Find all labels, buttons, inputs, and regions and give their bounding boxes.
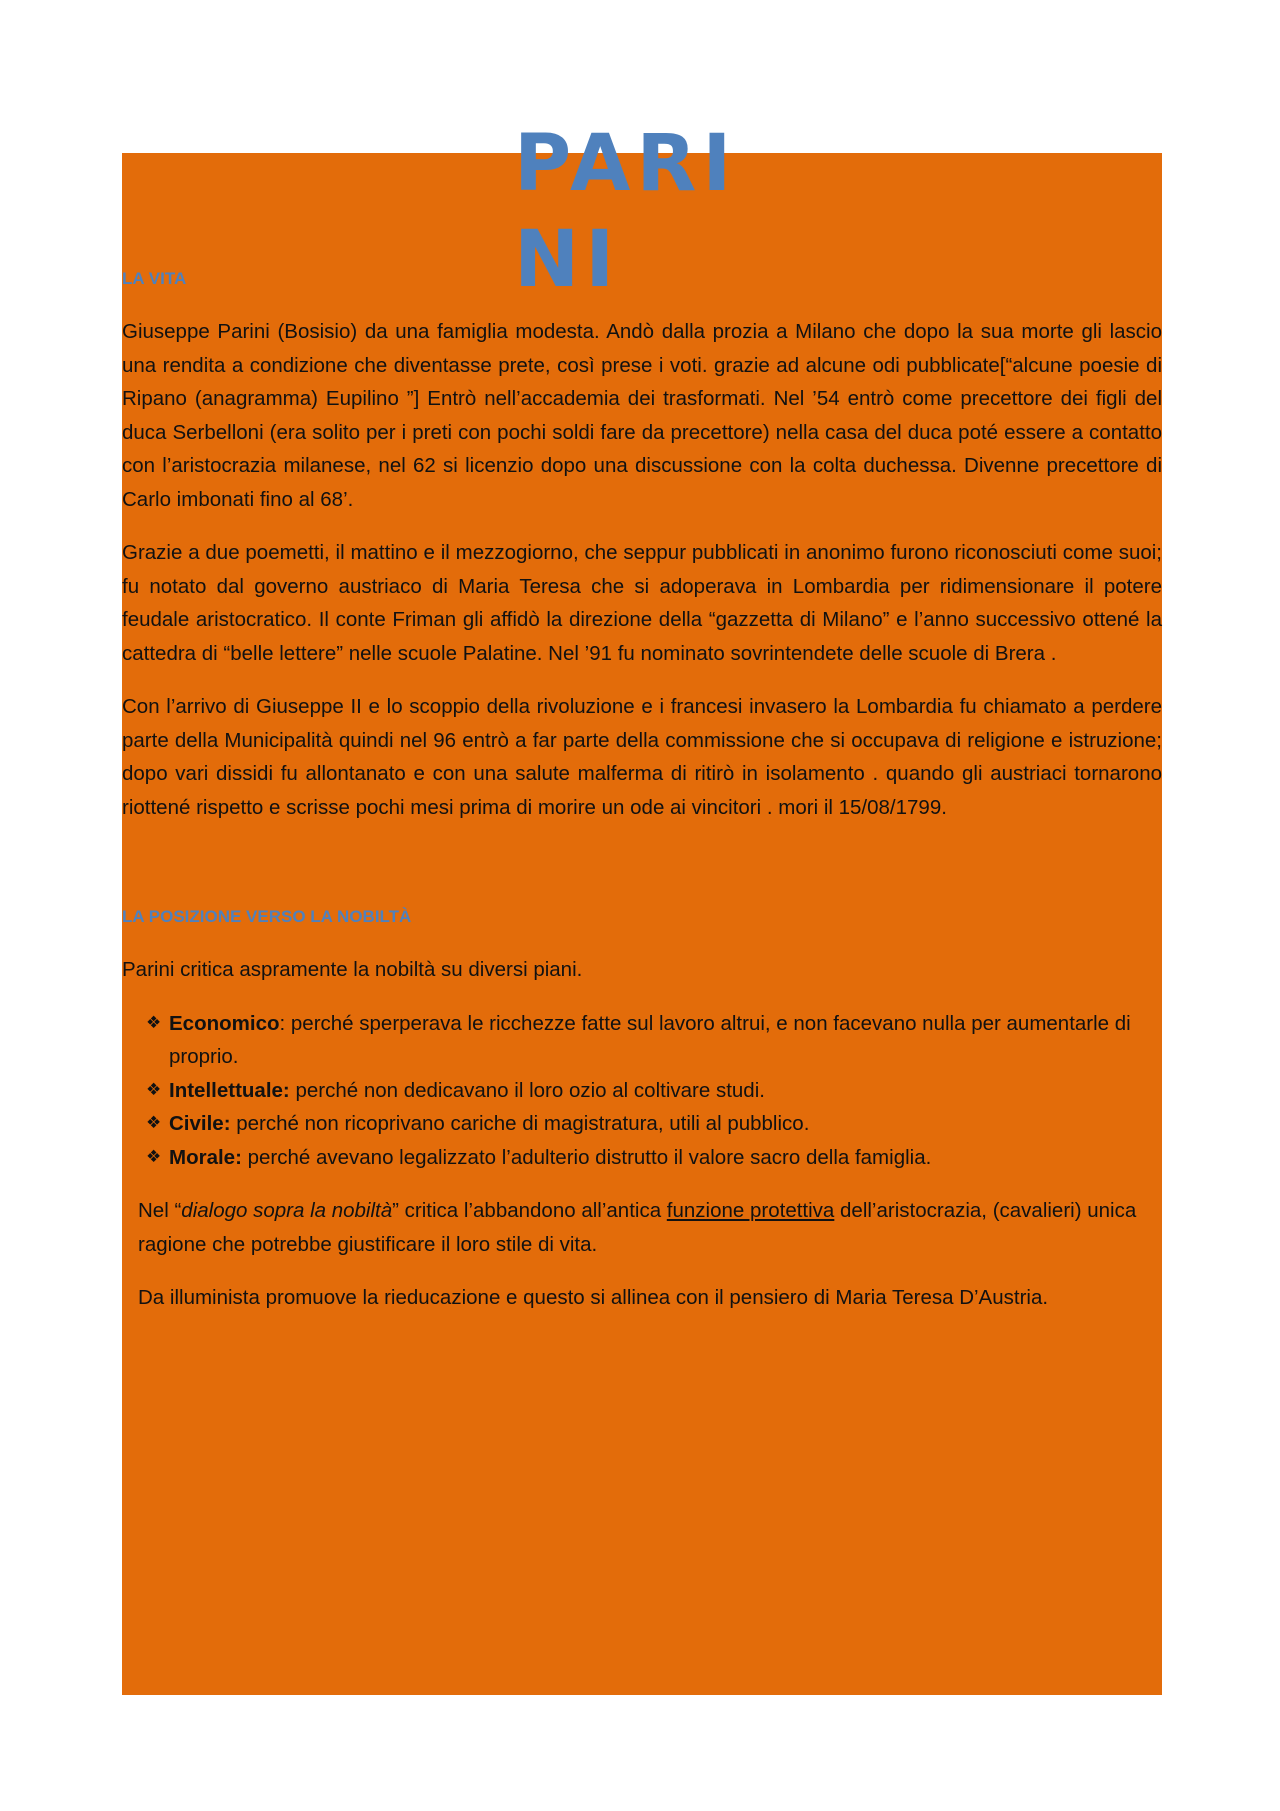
- dialogo-paragraph: [122, 1194, 1162, 1261]
- nobilta-bullet-list: [122, 1007, 1162, 1175]
- dialogo-mid: ” critica l’abbandono all’antica: [392, 1199, 667, 1222]
- bullet-label: Civile:: [169, 1112, 231, 1135]
- section-spacer: [122, 844, 1162, 900]
- diamond-bullet-icon: ❖: [146, 1113, 162, 1133]
- bullet-text: : perché sperperava le ricchezze fatte sul lavoro altrui, e non facevano nulla per aumentarle di proprio.: [169, 1011, 1131, 1068]
- bullet-text: perché non ricoprivano cariche di magistratura, utili al pubblico.: [230, 1112, 810, 1135]
- nobilta-intro: Parini critica aspramente la nobiltà su diversi piani.: [122, 958, 583, 981]
- vita-paragraph-1: Giuseppe Parini (Bosisio) da una famiglia modesta. Andò dalla prozia a Milano che dopo la sua morte gli lascio una rendita a condizione che diventasse prete, così prese i voti. grazie ad alcune odi pubblicate[“alcune poesie di Ripano (anagramma) Eupilino ”] Entrò nell’accademia dei trasformati. Nel ’54 entrò come precettore dei figli del duca Serbelloni (era solito per i preti con pochi soldi fare da precettore) nella casa del duca poté essere a contatto con l’aristocrazia milanese, nel 62 si licenzio dopo una discussione con la colta duchessa. Divenne precettore di Carlo imbonati fino al 68’.: [122, 320, 1162, 511]
- list-item: [146, 1141, 1162, 1175]
- bullet-text: perché avevano legalizzato l’adulterio distrutto il valore sacro della famiglia.: [241, 1145, 932, 1169]
- dialogo-title: dialogo sopra la nobiltà: [181, 1199, 393, 1222]
- list-item: [146, 1074, 1162, 1108]
- list-item: [146, 1007, 1162, 1074]
- section-heading-vita: LA VITA: [122, 269, 187, 288]
- bullet-label: Economico: [169, 1011, 280, 1035]
- page-title: PARINI: [514, 119, 738, 305]
- conclusion-paragraph: Da illuminista promuove la rieducazione e questo si allinea con il pensiero di Maria Teresa D’Austria.: [138, 1286, 1049, 1309]
- list-item: [146, 1107, 1162, 1141]
- diamond-bullet-icon: ❖: [146, 1079, 162, 1100]
- bullet-label: Intellettuale:: [169, 1078, 290, 1102]
- bullet-label: Morale:: [169, 1145, 242, 1169]
- dialogo-underlined: funzione protettiva: [666, 1199, 835, 1222]
- dialogo-post: dell’aristocrazia, (cavalieri) unica ragione che potrebbe giustificare il loro stile di vita.: [138, 1199, 1137, 1256]
- diamond-bullet-icon: ❖: [146, 1146, 162, 1167]
- diamond-bullet-icon: ❖: [146, 1012, 162, 1033]
- document-body: [122, 262, 1162, 1335]
- vita-paragraph-2: Grazie a due poemetti, il mattino e il mezzogiorno, che seppur pubblicati in anonimo furono riconosciuti come suoi; fu notato dal governo austriaco di Maria Teresa che si adoperava in Lombardia per ridimensionare il potere feudale aristocratico. Il conte Friman gli affidò la direzione della “gazzetta di Milano” e l’anno successivo ottené la cattedra di “belle lettere” nelle scuole Palatine. Nel ’91 fu nominato sovrintendete delle scuole di Brera .: [122, 541, 1162, 665]
- vita-paragraph-3: Con l’arrivo di Giuseppe II e lo scoppio della rivoluzione e i francesi invasero la Lombardia fu chiamato a perdere parte della Municipalità quindi nel 96 entrò a far parte della commissione che si occupava di religione e istruzione; dopo vari dissidi fu allontanato e con una salute malferma di ritirò in isolamento . quando gli austriaci tornarono riottené rispetto e scrisse pochi mesi prima di morire un ode ai vincitori . mori il 15/08/1799.: [122, 695, 1162, 819]
- bullet-text: perché non dedicavano il loro ozio al coltivare studi.: [289, 1078, 765, 1102]
- dialogo-pre: Nel “: [138, 1199, 182, 1222]
- section-heading-nobilta: LA POSIZIONE VERSO LA NOBILTÀ: [122, 907, 412, 926]
